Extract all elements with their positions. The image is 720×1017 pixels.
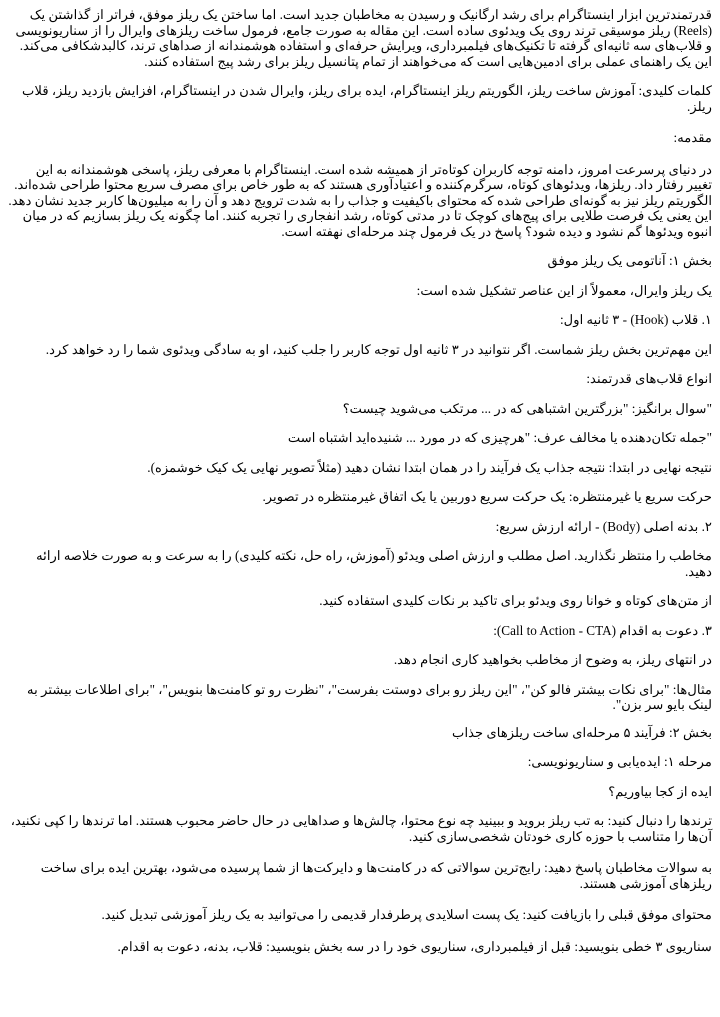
section1-lead: یک ریلز وایرال، معمولاً از این عناصر تشکیل شده است: [416, 282, 712, 298]
hook-type-result-first: نتیجه نهایی در ابتدا: نتیجه جذاب یک فرآیند را در همان ابتدا نشان دهید (مثلاً تصویر نهایی یک کیک خوشمزه). [147, 459, 712, 475]
cta-title: ۳. دعوت به اقدام (Call to Action - CTA): [493, 622, 712, 638]
idea-answer-questions: به سوالات مخاطبان پاسخ دهید: رایج‌ترین سوالاتی که در کامنت‌ها و دایرکت‌ها از شما پرسیده می‌شود، بهترین ایده برای ساخت ریلزهای آموزشی هستند. [40, 860, 712, 891]
idea-script: سناریوی ۳ خطی بنویسید: قبل از فیلمبرداری، سناریوی خود را در سه بخش بنویسید: قلاب، بدنه، دعوت به اقدام. [117, 938, 712, 954]
body-text-value: مخاطب را منتظر نگذارید. اصل مطلب و ارزش اصلی ویدئو (آموزش، راه حل، نکته کلیدی) را به سرعت و به صورت خلاصه ارائه دهید. [36, 548, 712, 579]
hook-type-fast-motion: حرکت سریع یا غیرمنتظره: یک حرکت سریع دوربین یا یک اتفاق غیرمنتظره در تصویر. [262, 489, 712, 504]
hook-type-question: "سوال برانگیز: "بزرگترین اشتباهی که در ... مرتکب می‌شوید چیست؟ [342, 400, 712, 416]
hook-type-shocking: "جمله تکان‌دهنده یا مخالف عرف: "هرچیزی که در مورد ... شنیده‌اید اشتباه است [287, 430, 712, 445]
ideas-question: ایده از کجا بیاوریم؟ [608, 783, 712, 799]
step1-title: مرحله ۱: ایده‌یابی و سناریونویسی: [527, 754, 712, 769]
section1-title: بخش ۱: آناتومی یک ریلز موفق [547, 253, 712, 268]
keywords-line: کلمات کلیدی: آموزش ساخت ریلز، الگوریتم ریلز اینستاگرام، ایده برای ریلز، وایرال شدن در اینستاگرام، افزایش بازدید ریلز، قلاب ریلز. [22, 83, 712, 114]
section2-title: بخش ۲: فرآیند ۵ مرحله‌ای ساخت ریلزهای جذاب [452, 724, 712, 740]
hook-body: این مهم‌ترین بخش ریلز شماست. اگر نتوانید در ۳ ثانیه اول توجه کاربر را جلب کنید، او به سادگی ویدئوی شما را رد خواهد کرد. [45, 341, 712, 357]
body-title: ۲. بدنه اصلی (Body) - ارائه ارزش سریع: [495, 518, 712, 534]
idea-trends: ترندها را دنبال کنید: به تب ریلز بروید و ببینید چه نوع محتوا، چالش‌ها و صداهایی در حال حاضر محبوب هستند. اما ترندها را کپی نکنید، آن‌ها را متناسب با حوزه کاری خودتان شخصی‌سازی کنید. [10, 813, 712, 844]
cta-text-ask: در انتهای ریلز، به وضوح از مخاطب بخواهید کاری انجام دهد. [393, 652, 712, 667]
hook-title: ۱. قلاب (Hook) - ۳ ثانیه اول: [559, 312, 712, 327]
hook-types-title: انواع قلاب‌های قدرتمند: [586, 371, 712, 386]
body-text-captions: از متن‌های کوتاه و خوانا روی ویدئو برای تاکید بر نکات کلیدی استفاده کنید. [319, 593, 712, 608]
intro-heading: مقدمه: [673, 130, 712, 145]
intro-paragraph: قدرتمندترین ابزار اینستاگرام برای رشد ارگانیک و رسیدن به مخاطبان جدید است. اما ساختن یک ریلز موفق، فراتر از گذاشتن یک (Reels) ریلز موسیقی ترند روی یک ویدئوی ساده است. این مقاله به صورت جامع، فرمول ساخت ریلزهای وایرال را از سناریونویسی و قلاب‌های سه ثانیه‌ای گرفته تا تکنیک‌های فیلمبرداری، ویرایش حرفه‌ای و استفاده هوشمندانه از صداهای ترند، کالبدشکافی می‌کند. این یک راهنمای عملی برای ادمین‌هایی است که می‌خواهند از تمام پتانسیل ریلز برای رشد پیج استفاده کنند. [15, 7, 712, 69]
intro-body: در دنیای پرسرعت امروز، دامنه توجه کاربران کوتاه‌تر از همیشه شده است. اینستاگرام با معرفی ریلز، پاسخی هوشمندانه به این تغییر رفتار داد. ریلزها، ویدئوهای کوتاه، سرگرم‌کننده و اعتیادآوری هستند که به طور خاص برای مصرف سریع محتوا طراحی شده‌اند. الگوریتم ریلز نیز به گونه‌ای طراحی شده که محتوای باکیفیت و جذاب را به شدت ترویج دهد و آن را به میلیون‌ها کاربر جدید نشان دهد. این یعنی یک فرصت طلایی برای پیج‌های کوچک تا در مدتی کوتاه، رشد انفجاری را تجربه کنند. اما چگونه یک ریلز بسازیم که در میان انبوه ویدئوها گم نشود و دیده شود؟ پاسخ در یک فرمول چند مرحله‌ای نهفته است. [8, 161, 712, 239]
cta-text-examples: مثال‌ها: "برای نکات بیشتر فالو کن"، "این ریلز رو برای دوستت بفرست"، "نظرت رو تو کامنت‌ها بنویس"، "برای اطلاعات بیشتر به لینک بایو سر بزن". [27, 681, 712, 712]
idea-recycle: محتوای موفق قبلی را بازیافت کنید: یک پست اسلایدی پرطرفدار قدیمی را می‌توانید به یک ریلز آموزشی تبدیل کنید. [101, 907, 712, 922]
